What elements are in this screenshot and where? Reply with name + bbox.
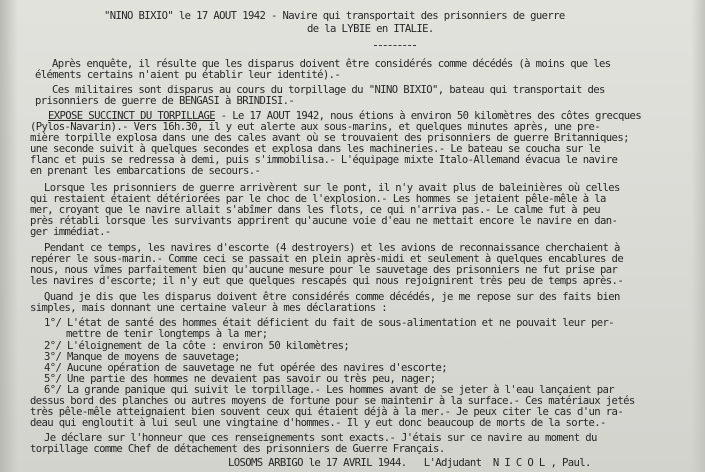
body-line: Après enquête, il résulte que les disparus doivent être considérés comme décédés (à moins que les — [52, 58, 611, 70]
body-line: Pendant ce temps, les navires d'escorte (4 destroyers) et les avions de reconnaissance cherchaient à — [44, 242, 620, 254]
body-line: flanc et puis se redressa à demi, puis s'immobilisa.- L'équipage mixte Italo-Allemand évacua le navire — [30, 154, 618, 166]
body-line: une seconde suivit à quelques secondes et explosa dans les machineries.- Le bateau se coucha sur le — [30, 143, 601, 155]
body-line: les navires d'escorte; il n'y eut que quelques rescapés qui nous rejoignirent très peu de temps après.- — [30, 275, 624, 287]
section-heading: EXPOSE SUCCINCT DU TORPILLAGE — [48, 110, 215, 122]
list-item-1: 1°/ L'état de santé des hommes était déficient du fait de sous-alimentation et ne pouvait leur per- — [44, 317, 615, 329]
section-heading-line: EXPOSE SUCCINCT DU TORPILLAGE - Le 17 AOUT 1942, nous étions à environ 50 kilomètres des côtes grecques — [48, 110, 642, 122]
list-item-3: 3°/ Manque de moyens de sauvetage; — [44, 351, 240, 363]
document-title-line-1: "NINO BIXIO" le 17 AOUT 1942 - Navire qui transportait des prisonniers de guerre — [104, 10, 565, 22]
list-item-4: 4°/ Aucune opération de sauvetage ne fut opérée des navires d'escorte; — [44, 362, 448, 374]
body-line: qui restaient étaient détériorées par le choc de l'explosion.- Les hommes se jetaient pêle-mêle à la — [30, 193, 606, 205]
list-item-6-continued: deau qui engloutit à lui seul une vingtaine d'hommes.- Il y eut donc beaucoup de morts de la sorte.- — [30, 417, 606, 429]
list-item-6-continued: dessus bord des planches ou autres moyens de fortune pour se maintenir à la surface.- Ces matériaux jetés — [30, 395, 635, 407]
body-line: repérer le sous-marin.- Comme ceci se passait en plein après-midi et seulement à quelques encablures de — [30, 253, 624, 265]
list-item-6: 6°/ La grande panique qui suivit le torpillage.- Les hommes avant de se jeter à l'eau lançaient par — [44, 384, 615, 396]
list-item-5: 5°/ Une partie des hommes ne devaient pas savoir ou très peu, nager; — [44, 373, 436, 385]
list-item-6-continued: très pêle-mêle atteignaient bien souvent ceux qui étaient déjà à la mer.- Je peux citer le cas d'un ra- — [30, 406, 624, 418]
body-line: mière torpille explosa dans une des cales avant où se trouvaient des prisonniers de guerre Britanniques; — [30, 132, 629, 144]
body-line: en prenant les embarcations de secours.- — [30, 165, 261, 177]
body-line: ger immédiat.- — [30, 226, 111, 238]
list-item-2: 2°/ L'éloignement de la côte : environ 50 kilomètres; — [44, 340, 350, 352]
body-line: (Pylos-Navarin).- Vers 16h.30, il y eut alerte aux sous-marins, et quelques minutes après, une pre- — [30, 121, 601, 133]
body-line: nous, nous vîmes parfaitement bien qu'aucune mesure pour le sauvetage des prisonniers ne fut prise par — [30, 264, 618, 276]
title-divider — [374, 45, 416, 46]
body-line: mer, croyant que le navire allait s'abîmer dans les flots, ce qui n'arriva pas.- Le calme fut à peu — [30, 204, 601, 216]
list-item-1-continued: mettre de tenir longtemps à la mer; — [66, 328, 268, 340]
declaration-line: torpillage comme Chef de détachement des prisonniers de Guerre Français. — [30, 443, 445, 455]
body-line: Quand je dis que les disparus doivent être considérés comme décédés, je me repose sur des faits bien — [44, 291, 620, 303]
scan-shadow-right — [691, 0, 705, 472]
declaration-line: Je déclare sur l'honneur que ces renseignements sont exacts.- J'étais sur ce navire au moment du — [44, 432, 597, 444]
body-line: prisonniers de guerre de BENGASI à BRINDISI.- — [35, 95, 295, 107]
body-line: Ces militaires sont disparus au cours du torpillage du "NINO BIXIO", bateau qui transportait des — [52, 84, 605, 96]
body-line: Lorsque les prisonniers de guerre arrivèrent sur le pont, il n'y avait plus de baleinières où celles — [44, 182, 620, 194]
body-line: simples, mais donnant une certaine valeur à mes déclarations : — [30, 302, 387, 314]
body-line: éléments certains n'aient pu établir leur identité).- — [35, 69, 341, 81]
body-line: près rétabli lorsque les survivants apprirent qu'aucune voie d'eau ne mettait encore le navire en dan- — [30, 215, 618, 227]
document-title-line-2: de la LYBIE en ITALIE. — [307, 23, 434, 35]
scan-shadow-left — [0, 0, 18, 472]
signature-line: LOSOMS ARBIGO le 17 AVRIL 1944. L'Adjudant N I C O L , Paul. — [228, 457, 591, 469]
